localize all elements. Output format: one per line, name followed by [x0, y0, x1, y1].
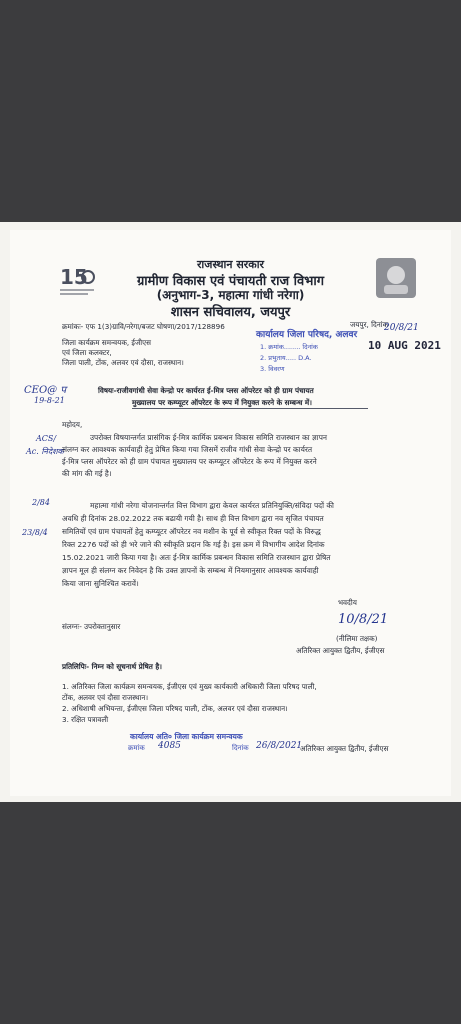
- scanned-letter: [0, 222, 461, 802]
- bottom-signatory: अतिरिक्त आयुक्त द्वितीय, ईजीएस: [300, 744, 389, 753]
- copy-line-4: 3. रक्षित पत्रावली: [62, 715, 109, 724]
- stamp-row-3: 3. विवरण: [260, 365, 285, 373]
- subject-underline: [132, 408, 368, 409]
- stamp-row-1: 1. क्रमांक........ दिनांक: [260, 343, 318, 351]
- addressee-line-3: जिला पाली, टोंक, अलवर एवं दौसा, राजस्थान।: [62, 358, 184, 367]
- stamp-office: कार्यालय जिला परिषद, अलवर: [256, 330, 358, 340]
- closing: भवदीय: [338, 598, 357, 607]
- para1-line-2: संलग्न कर आवश्यक कार्यवाही हेतु प्रेषित किया गया जिसमें राजीव गांधी सेवा केन्द्रो पर कार्यरत: [62, 445, 313, 454]
- reference-number: क्रमांकः- एफ 1(3)ग्रावि/नरेगा/बजट घोषणा/2017/128896: [62, 322, 225, 331]
- header-line-3: (अनुभाग-3, महात्मा गांधी नरेगा): [156, 288, 305, 302]
- para1-line-1: उपरोक्त विषयान्तर्गत प्रासंगिक ई-मित्र कार्मिक प्रबन्धन विकास समिति राजस्थान का ज्ञापन: [90, 433, 328, 442]
- copy-heading: प्रतिलिपिः- निम्न को सूचनार्थ प्रेषित है।: [62, 662, 162, 671]
- office-stamp-number: 4085: [158, 741, 181, 751]
- office-stamp-line-1: कार्यालय अति० जिला कार्यक्रम समन्वयक: [130, 732, 243, 741]
- addressee-line-2: एवं जिला कलक्टर,: [62, 348, 112, 357]
- stamp-hand-date: 20/8/21: [384, 323, 419, 333]
- para2-line-2: अवधि ही दिनांक 28.02.2022 तक बढायी गयी है। साथ ही वित्त विभाग द्वारा नव सृजित पंचायत: [62, 514, 324, 523]
- addressee-line-1: जिला कार्यक्रम समन्वयक, ईजीएस: [62, 338, 151, 347]
- screen-background-top: [0, 0, 461, 222]
- margin-note-1-date: 19-8-21: [34, 396, 65, 405]
- signatory-title: अतिरिक्त आयुक्त द्वितीय, ईजीएस: [296, 646, 385, 655]
- screen-background-bottom: [0, 802, 461, 1024]
- header-line-2: ग्रामीण विकास एवं पंचायती राज विभाग: [136, 274, 325, 289]
- office-stamp-date-label: दिनांक: [232, 744, 249, 752]
- stamp-date: 10 AUG 2021: [368, 339, 441, 352]
- copy-line-1: 1. अतिरिक्त जिला कार्यक्रम समन्वयक, ईजीएस एवं मुख्य कार्यकारी अधिकारी जिला परिषद पाली,: [62, 682, 317, 691]
- margin-note-4: 23/8/4: [22, 528, 48, 537]
- signatory-name: (नीलिमा तक्षक): [336, 634, 378, 643]
- subject-line-2: मुख्यालय पर कम्प्यूटर ऑपरेटर के रूप में नियुक्त करने के सम्बन्ध में।: [132, 398, 312, 407]
- stamp-row-2: 2. प्रभुताय..... D.A.: [260, 354, 312, 362]
- date-label: जयपुर, दिनांक: [350, 320, 389, 329]
- header-line-4: शासन सचिवालय, जयपुर: [170, 305, 291, 320]
- para1-line-3: ई-मित्र प्लस ऑपरेटर को ही ग्राम पंचायत मुख्यालय पर कम्प्यूटर ऑपरेटर के रूप में नियुक्त करने: [62, 457, 317, 466]
- copy-line-3: 2. अधिशाषी अभियन्ता, ईजीएस जिला परिषद पाली, टोंक, अलवर एवं दौसा राजस्थान।: [62, 704, 288, 713]
- svg-text:15: 15: [60, 265, 88, 289]
- para2-line-3: समितियों एवं ग्राम पंचायतों हेतु कम्प्यूटर ऑपरेटर नव मशीन के पूर्व से स्वीकृत रिक्त पदों के विरुद्ध: [62, 527, 321, 536]
- margin-note-3: 2/84: [32, 498, 50, 507]
- salutation: महोदय,: [62, 420, 83, 429]
- header-line-1: राजस्थान सरकार: [196, 258, 265, 271]
- margin-note-2: ACS/: [36, 434, 57, 443]
- para2-line-5: 15.02.2021 जारी किया गया है। अतः ई-मित्र कार्मिक प्रबन्धन विकास समिति राजस्थान द्वारा प्रेषित: [62, 553, 331, 562]
- subject-line-1: विषयः-राजीवगांधी सेवा केन्द्रो पर कार्यरत ई-मित्र प्लस ऑपरेटर को ही ग्राम पंचायत: [98, 386, 314, 395]
- signature-date: 10/8/21: [338, 612, 389, 627]
- para2-line-6: ज्ञापन मूल ही संलग्न कर निवेदन है कि उक्त ज्ञापनों के सम्बन्ध में नियमानुसार आवश्यक कार्यवाही: [62, 566, 319, 575]
- enclosure: संलग्नः- उपरोक्तानुसार: [62, 622, 121, 631]
- para2-line-1: महात्मा गांधी नरेगा योजनान्तर्गत वित्त विभाग द्वारा केवल कार्यरत प्रतिनियुक्ति/संविदा पदों की: [90, 501, 334, 510]
- margin-note-1: CEO@ प: [24, 385, 67, 396]
- office-stamp-number-label: क्रमांक: [128, 744, 145, 752]
- para2-line-4: रिक्त 2276 पदों को ही भरे जाने की स्वीकृति प्रदान कि गई है। इस क्रम में विभागीय आदेश दिनांक: [62, 540, 325, 549]
- margin-note-2b: Ac. निदेशक: [26, 447, 64, 456]
- copy-line-2: टोंक, अलवर एवं दौसा राजस्थान।: [62, 693, 149, 702]
- para2-line-7: किया जाना सुनिश्चित करावें।: [62, 579, 139, 588]
- para1-line-4: की मांग की गई है।: [62, 469, 112, 478]
- office-stamp-date: 26/8/2021: [256, 741, 303, 751]
